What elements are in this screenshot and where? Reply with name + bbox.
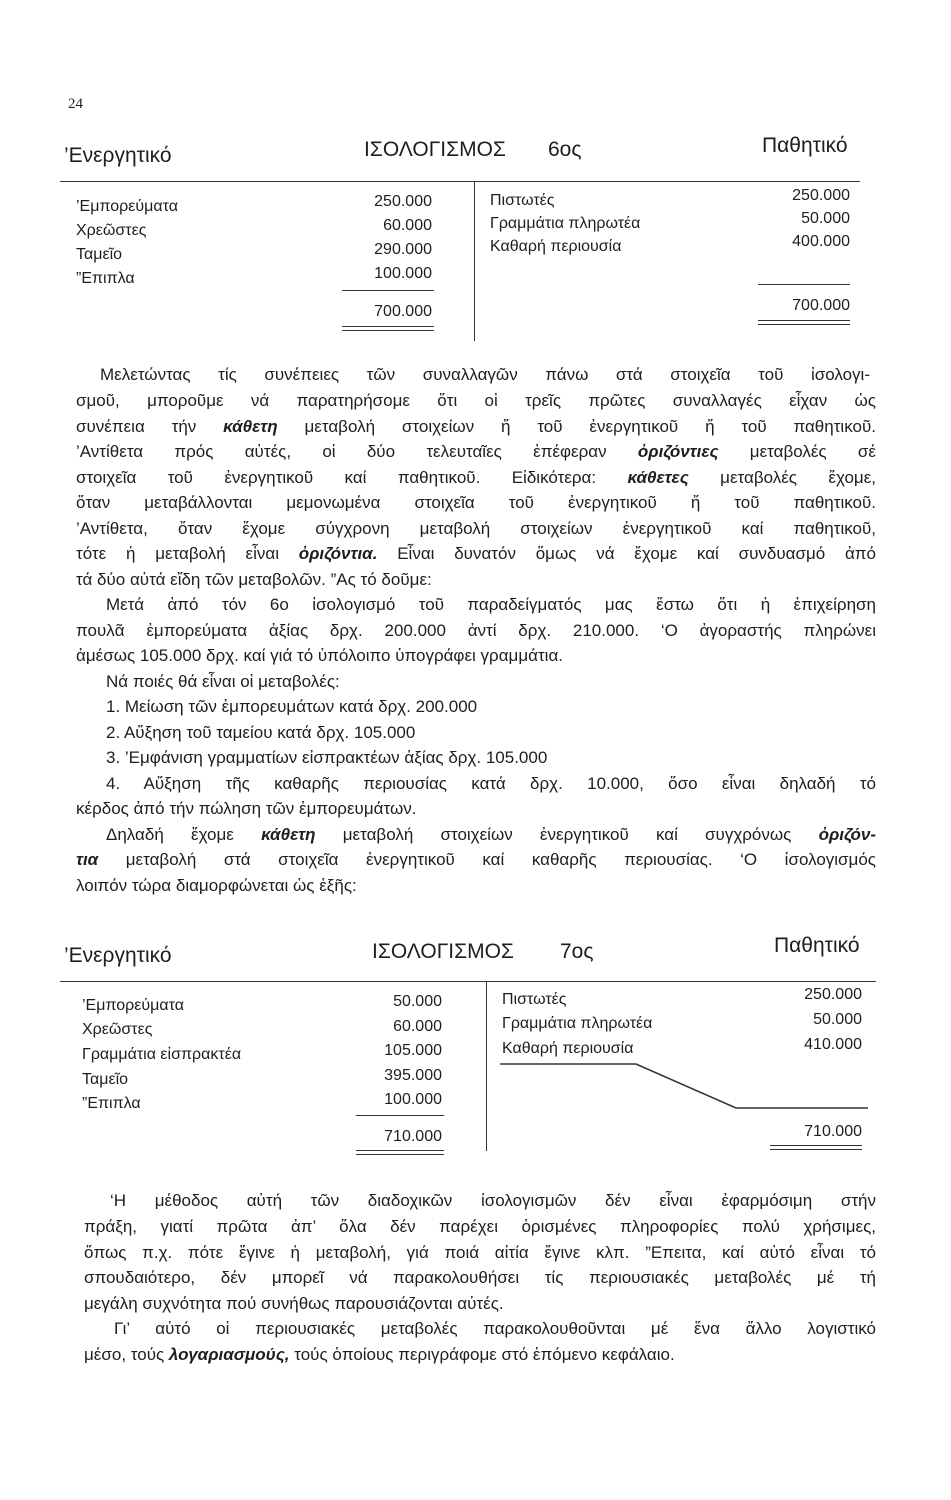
text-line: τότε ἡ μεταβολή εἶναι ὀριζόντια. Εἶναι δυνατόν ὅμως νά ἔχομε καί συνδυασμό ἀπό <box>76 544 876 563</box>
bs7-diagonal-rule <box>496 1060 872 1118</box>
text-line: ’Αντίθετα πρός αὐτές, οἱ δύο τελευταῖες ἐπέφεραν ὀριζόντιες μεταβολές σέ <box>76 442 876 461</box>
bs7-title: ΙΣΟΛΟΓΙΣΜΟΣ <box>372 940 514 963</box>
body-text-2b <box>84 1214 876 1367</box>
text-line: τια μεταβολή στά στοιχεῖα ἐνεργητικοῦ καί καθαρῆς περιουσίας. ‘Ο ἰσολογισμός <box>76 850 876 869</box>
body-text-1 <box>100 362 870 388</box>
bs7-asset-label: ’Εμπορεύματα <box>82 997 184 1014</box>
list-item: 4. Αὔξηση τῆς καθαρῆς περιουσίας κατά δρχ. 10.000, ὅσο εἶναι δηλαδή τό <box>106 773 876 793</box>
bs6-asset-double-rule-2 <box>342 330 434 331</box>
text-line: μέσο, τούς λογαριασμούς, τούς ὁποίους περιγράφομε στό ἑπόμενο κεφάλαιο. <box>84 1344 675 1364</box>
page-number: 24 <box>68 96 83 112</box>
bs7-assets-total: 710.000 <box>384 1128 442 1145</box>
emphasis-kathetes: κάθετες <box>627 467 689 487</box>
bs7-asset-value: 105.000 <box>384 1042 442 1059</box>
bs7-asset-label: Ταμεῖο <box>82 1071 129 1088</box>
bs6-left-header: ’Ενεργητικό <box>64 144 172 167</box>
text-line: στοιχεῖα τοῦ ἐνεργητικοῦ καί παθητικοῦ. Εἰδικότερα: κάθετες μεταβολές ἔχομε, <box>76 467 876 487</box>
bs7-right-header: Παθητικό <box>774 934 860 957</box>
text-line: ὅταν μεταβάλλονται μεμονωμένα στοιχεῖα τοῦ ἐνεργητικοῦ ἤ τοῦ παθητικοῦ. <box>76 493 876 512</box>
bs6-liabilities-total: 700.000 <box>792 297 850 314</box>
bs7-liabilities-total: 710.000 <box>804 1123 862 1140</box>
text-line: σμοῦ, μποροῦμε νά παρατηρήσομε ὅτι οἱ τρεῖς πρῶτες συναλλαγές εἶχαν ὡς <box>76 391 876 410</box>
bs7-asset-label: Γραμμάτια εἰσπρακτέα <box>82 1046 242 1063</box>
bs6-liability-value: 50.000 <box>801 210 850 227</box>
bs6-liability-label: Πιστωτές <box>490 192 555 209</box>
bs7-asset-double-rule-2 <box>356 1154 444 1155</box>
text-line: πράξη, γιατί πρῶτα ἀπ’ ὅλα δέν παρέχει ὁρισμένες πληροφορίες πολύ χρήσιμες, <box>84 1217 876 1236</box>
bs7-asset-value: 50.000 <box>393 993 442 1010</box>
bs7-title-number: 7ος <box>560 940 594 963</box>
bs7-liability-label: Πιστωτές <box>502 991 567 1008</box>
list-item: 3. ’Εμφάνιση γραμματίων εἰσπρακτέων ἀξίας δρχ. 105.000 <box>106 748 548 767</box>
bs6-liability-label: Γραμμάτια πληρωτέα <box>490 215 641 232</box>
bs7-liability-label: Καθαρή περιουσία <box>502 1040 634 1057</box>
text-line: μεγάλη συχνότητα πού συνήθως παρουσιάζονται αὐτές. <box>84 1293 504 1313</box>
bs7-asset-sum-rule <box>356 1115 444 1116</box>
bs6-liability-value: 250.000 <box>792 187 850 204</box>
body-text-2 <box>110 1188 876 1214</box>
bs6-asset-label: ”Επιπλα <box>76 270 135 287</box>
bs6-top-rule <box>60 181 860 182</box>
bs7-liability-value: 410.000 <box>804 1036 862 1053</box>
bs6-right-header: Παθητικό <box>762 134 848 157</box>
bs6-asset-label: ’Εμπορεύματα <box>76 198 178 215</box>
text-line: ’Αντίθετα, ὅταν ἔχομε σύγχρονη μεταβολή στοιχείων ἐνεργητικοῦ καί παθητικοῦ, <box>76 518 876 538</box>
bs6-asset-value: 290.000 <box>374 241 432 258</box>
bs6-asset-value: 60.000 <box>383 217 432 234</box>
bs6-asset-sum-rule <box>342 290 434 291</box>
bs6-asset-label: Χρεῶστες <box>76 222 147 239</box>
text-line: συνέπεια τήν κάθετη μεταβολή στοιχείων ἤ τοῦ ἐνεργητικοῦ ἤ τοῦ παθητικοῦ. <box>76 416 876 436</box>
bs6-asset-label: Ταμεῖο <box>76 246 123 263</box>
bs7-divider <box>486 981 487 1151</box>
bs6-asset-value: 100.000 <box>374 265 432 282</box>
emphasis-tia: τια <box>76 850 99 869</box>
bs6-liability-double-rule-2 <box>758 324 850 325</box>
body-text-1b <box>76 388 876 898</box>
bs6-asset-double-rule-1 <box>342 326 434 327</box>
bs7-asset-double-rule-1 <box>356 1150 444 1151</box>
bs7-liability-double-rule-1 <box>770 1145 862 1146</box>
text-line: πουλᾶ ἐμπορεύματα ἀξίας δρχ. 200.000 ἀντί δρχ. 210.000. ‘Ο ἀγοραστής πληρώνει <box>76 620 876 640</box>
emphasis-orizon: ὀριζόν- <box>818 824 876 844</box>
list-item: 1. Μείωση τῶν ἐμπορευμάτων κατά δρχ. 200.000 <box>106 697 478 716</box>
text-line: λοιπόν τώρα διαμορφώνεται ὡς ἑξῆς: <box>76 875 357 895</box>
bs6-divider <box>474 181 475 341</box>
bs6-liability-sum-rule <box>758 284 850 285</box>
bs7-asset-label: Χρεῶστες <box>82 1021 153 1038</box>
bs7-top-rule <box>60 981 876 982</box>
text-line: ὅπως π.χ. πότε ἔγινε ἡ μεταβολή, γιά ποιά αἰτία ἔγινε κλπ. ”Επειτα, καί αὐτό εἶναι τό <box>84 1242 876 1262</box>
text-line: ‘Η μέθοδος αὐτή τῶν διαδοχικῶν ἰσολογισμῶν δέν εἶναι ἐφαρμόσιμη στήν <box>110 1191 876 1210</box>
text-line: τά δύο αὐτά εἴδη τῶν μεταβολῶν. ”Ας τό δοῦμε: <box>76 569 432 589</box>
bs7-liability-label: Γραμμάτια πληρωτέα <box>502 1015 653 1032</box>
bs6-liability-double-rule-1 <box>758 320 850 321</box>
bs6-liability-label: Καθαρή περιουσία <box>490 238 622 255</box>
bs7-asset-value: 60.000 <box>393 1018 442 1035</box>
text-line: Νά ποιές θά εἶναι οἱ μεταβολές: <box>106 671 340 691</box>
bs6-title-number: 6ος <box>548 138 582 161</box>
text-line: σπουδαιότερο, δέν μπορεῖ νά παρακολουθήσει τίς περιουσιακές μεταβολές μέ τή <box>84 1268 876 1287</box>
bs6-assets-total: 700.000 <box>374 303 432 320</box>
text-line: Δηλαδή ἔχομε κάθετη μεταβολή στοιχείων ἐνεργητικοῦ καί συγχρόνως ὀριζόν- <box>106 824 876 844</box>
text-line: Μετά ἀπό τόν 6ο ἰσολογισμό τοῦ παραδείγματός μας ἔστω ὅτι ἡ ἐπιχείρηση <box>106 595 876 614</box>
emphasis-orizonties: ὀριζόντιες <box>637 442 719 461</box>
bs7-asset-value: 100.000 <box>384 1091 442 1108</box>
bs6-liability-value: 400.000 <box>792 233 850 250</box>
list-item: 2. Αὔξηση τοῦ ταμείου κατά δρχ. 105.000 <box>106 722 416 742</box>
bs6-title: ΙΣΟΛΟΓΙΣΜΟΣ <box>364 138 506 161</box>
emphasis-kathetη: κάθετη <box>223 416 278 436</box>
emphasis-katheti: κάθετη <box>261 824 316 844</box>
bs7-asset-label: ”Επιπλα <box>82 1095 141 1112</box>
text-line: ἀμέσως 105.000 δρχ. καί γιά τό ὑπόλοιπο ὑπογράφει γραμμάτια. <box>76 646 563 665</box>
bs7-liability-double-rule-2 <box>770 1149 862 1150</box>
emphasis-orizontia: ὀριζόντια. <box>298 544 378 563</box>
emphasis-logariasmous: λογαριασμούς, <box>168 1344 290 1364</box>
bs7-left-header: ’Ενεργητικό <box>64 944 172 967</box>
text-line: κέρδος ἀπό τήν πώληση τῶν ἐμπορευμάτων. <box>76 799 417 818</box>
bs7-liability-value: 250.000 <box>804 986 862 1003</box>
bs7-asset-value: 395.000 <box>384 1067 442 1084</box>
bs7-liability-value: 50.000 <box>813 1011 862 1028</box>
text-line: Γι’ αὐτό οἱ περιουσιακές μεταβολές παρακολουθοῦνται μέ ἕνα ἄλλο λογιστικό <box>114 1319 876 1338</box>
text-line: Μελετώντας τίς συνέπειες τῶν συναλλαγῶν πάνω στά στοιχεῖα τοῦ ἰσολογι- <box>100 365 870 384</box>
bs6-asset-value: 250.000 <box>374 193 432 210</box>
